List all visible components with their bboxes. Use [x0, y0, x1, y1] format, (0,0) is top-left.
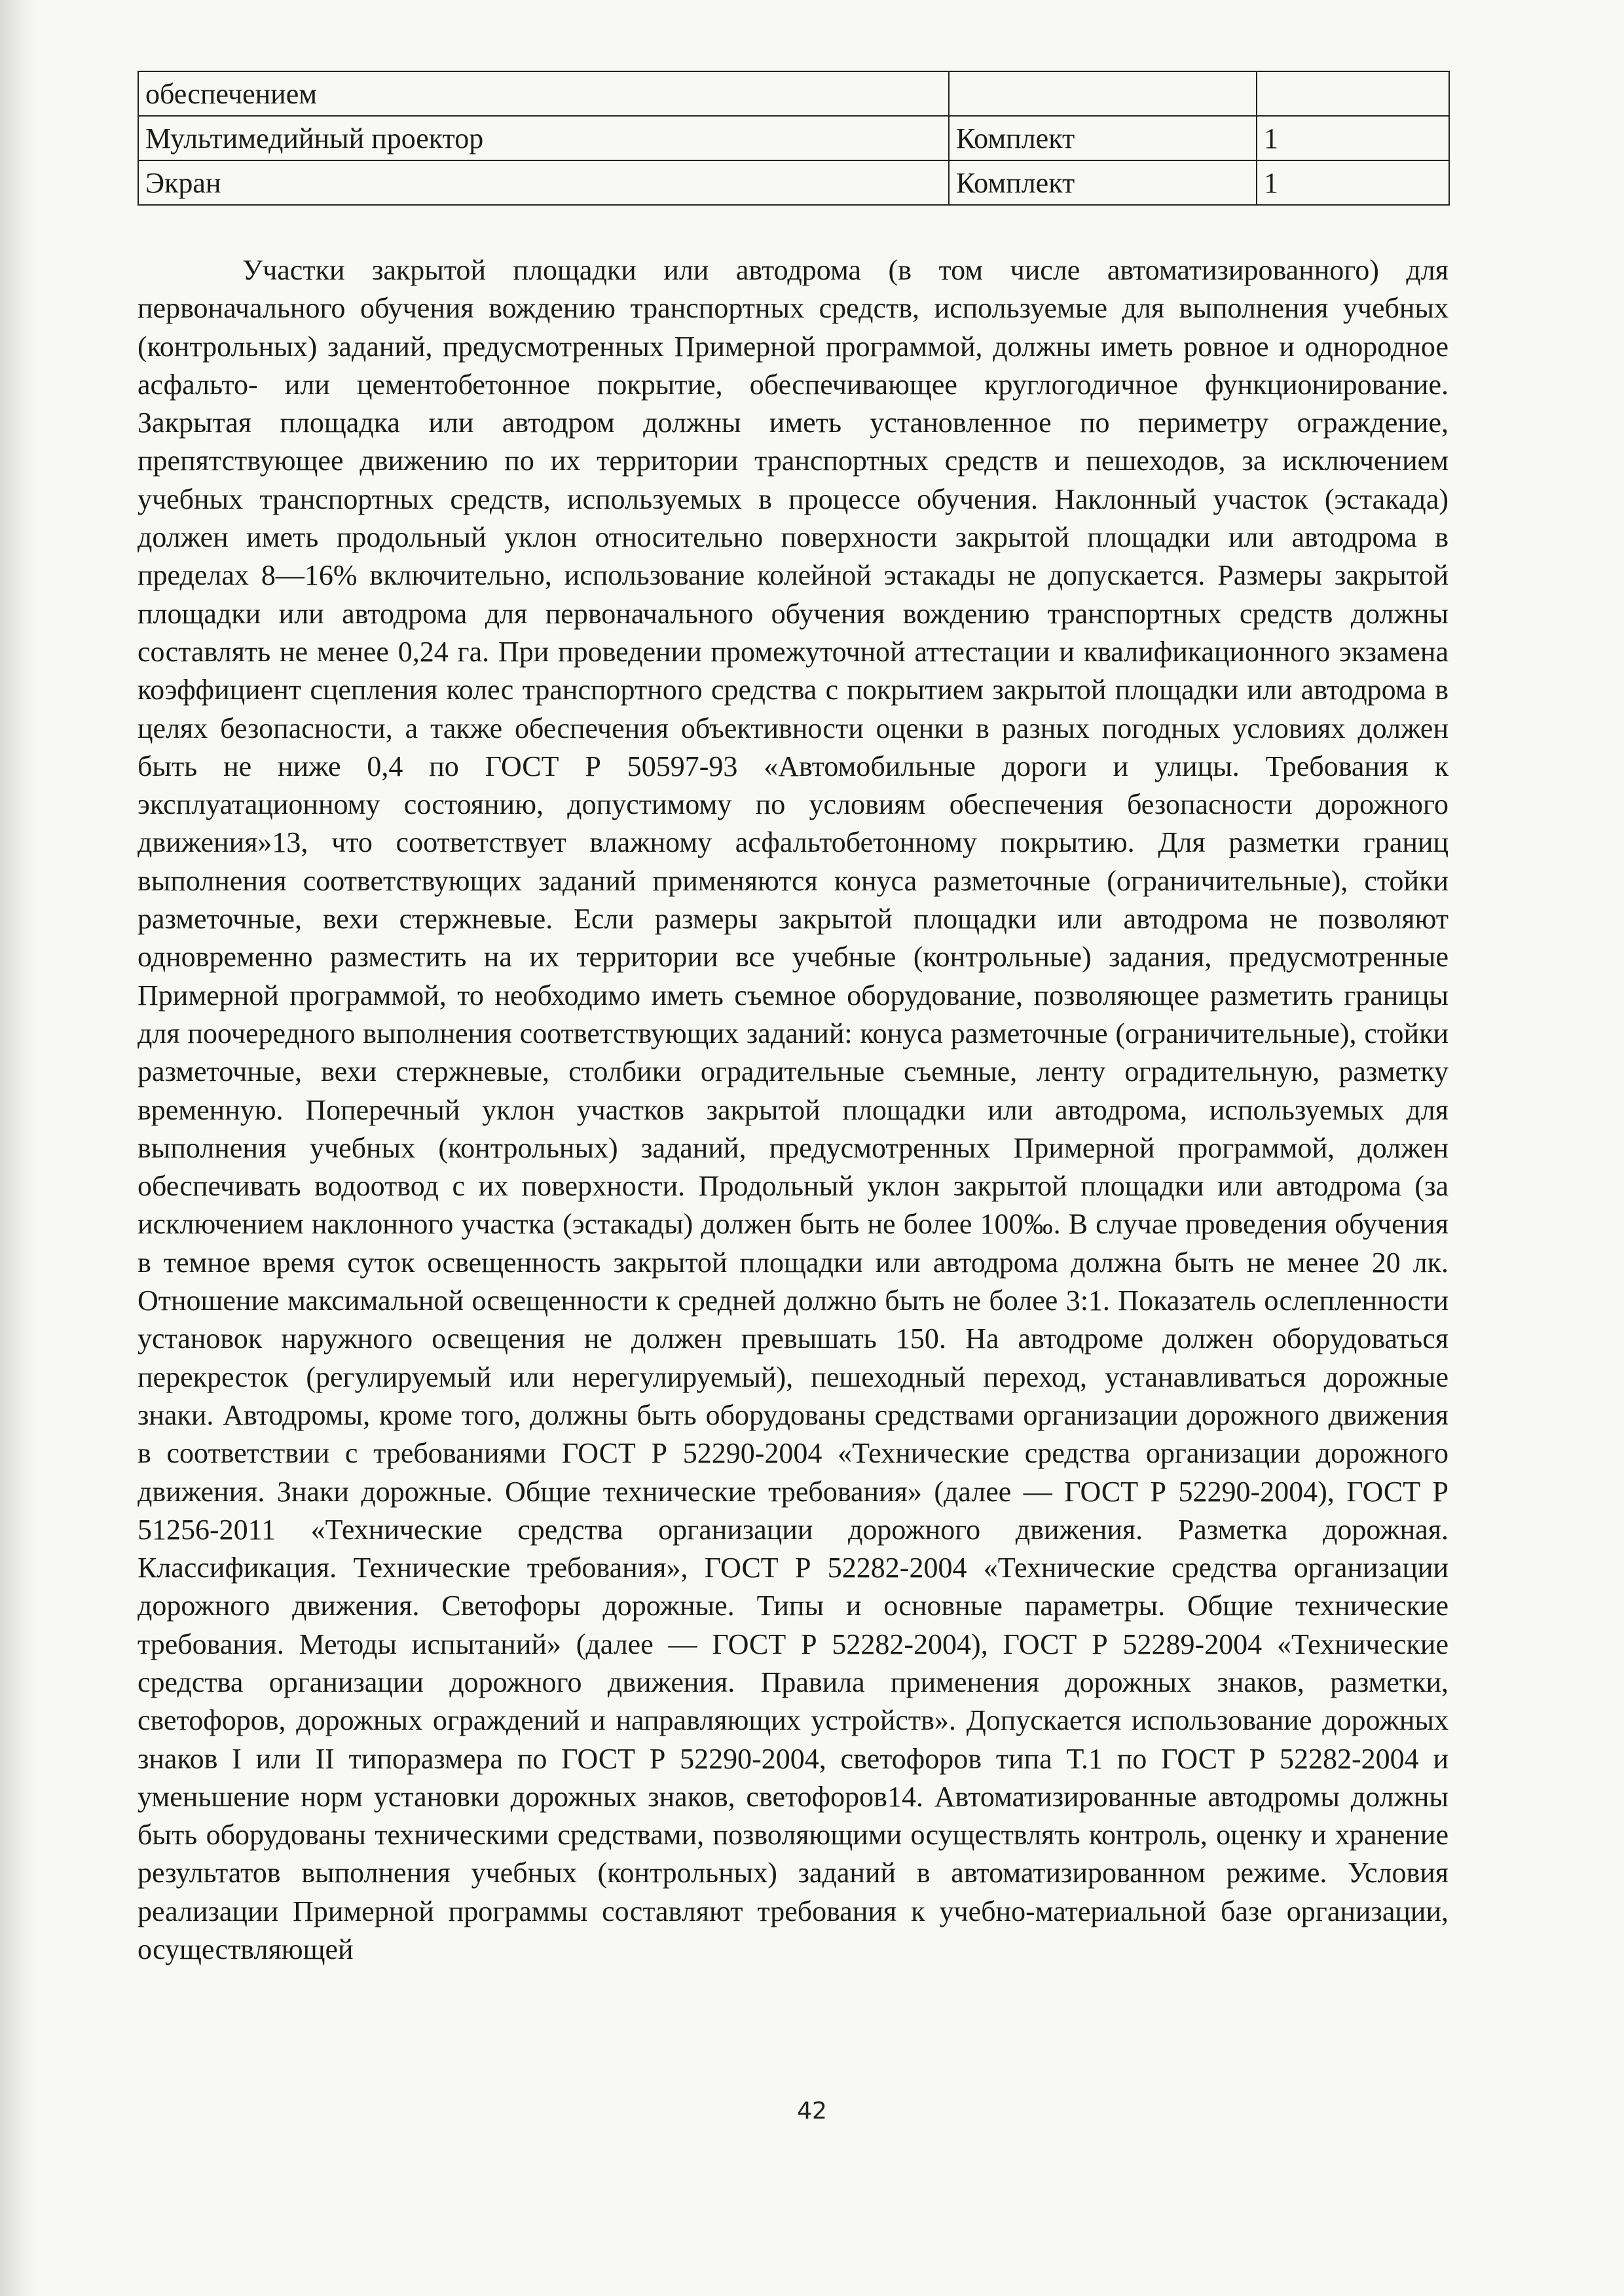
table-cell-name: Мультимедийный проектор: [138, 116, 949, 160]
page-number: 42: [797, 2098, 827, 2124]
table-row: [138, 160, 1449, 205]
table-cell-qty: 1: [1257, 116, 1449, 160]
table-cell-unit: [949, 71, 1257, 116]
scan-edge-shadow: [0, 0, 39, 2296]
table-cell-unit: Комплект: [949, 160, 1257, 205]
body-paragraph: Участки закрытой площадки или автодрома (в том числе автоматизированного) для первоначального обучения вождению транспортных средств, используемые для выполнения учебных (контрольных) заданий, предусмотренных Примерной программой, должны иметь ровное и однородное асфальто- или цементобетонное покрытие, обеспечивающее круглогодичное функционирование. Закрытая площадка или автодром должны иметь установленное по периметру ограждение, препятствующее движению по их территории транспортных средств и пешеходов, за исключением учебных транспортных средств, используемых в процессе обучения. Наклонный участок (эстакада) должен иметь продольный уклон относительно поверхности закрытой площадки или автодрома в пределах 8—16% включительно, использование колейной эстакады не допускается. Размеры закрытой площадки или автодрома для первоначального обучения вождению транспортных средств должны составлять не менее 0,24 га. При проведении промежуточной аттестации и квалификационного экзамена коэффициент сцепления колес транспортного средства с покрытием закрытой площадки или автодрома в целях безопасности, а также обеспечения объективности оценки в разных погодных условиях должен быть не ниже 0,4 по ГОСТ Р 50597-93 «Автомобильные дороги и улицы. Требования к эксплуатационному состоянию, допустимому по условиям обеспечения безопасности дорожного движения»13, что соответствует влажному асфальтобетонному покрытию. Для разметки границ выполнения соответствующих заданий применяются конуса разметочные (ограничительные), стойки разметочные, вехи стержневые. Если размеры закрытой площадки или автодрома не позволяют одновременно разместить на их территории все учебные (контрольные) задания, предусмотренные Примерной программой, то необходимо иметь съемное оборудование, позволяющее разметить границы для поочередного выполнения соответствующих заданий: конуса разметочные (ограничительные), стойки разметочные, вехи стержневые, столбики оградительные съемные, ленту оградительную, разметку временную. Поперечный уклон участков закрытой площадки или автодрома, используемых для выполнения учебных (контрольных) заданий, предусмотренных Примерной программой, должен обеспечивать водоотвод с их поверхности. Продольный уклон закрытой площадки или автодрома (за исключением наклонного участка (эстакады) должен быть не более 100‰. В случае проведения обучения в темное время суток освещенность закрытой площадки или автодрома должна быть не менее 20 лк. Отношение максимальной освещенности к средней должно быть не более 3:1. Показатель ослепленности установок наружного освещения не должен превышать 150. На автодроме должен оборудоваться перекресток (регулируемый или нерегулируемый), пешеходный переход, устанавливаться дорожные знаки. Автодромы, кроме того, должны быть оборудованы средствами организации дорожного движения в соответствии с требованиями ГОСТ Р 52290-2004 «Технические средства организации дорожного движения. Знаки дорожные. Общие технические требования» (далее — ГОСТ Р 52290-2004), ГОСТ Р 51256-2011 «Технические средства организации дорожного движения. Разметка дорожная. Классификация. Технические требования», ГОСТ Р 52282-2004 «Технические средства организации дорожного движения. Светофоры дорожные. Типы и основные параметры. Общие технические требования. Методы испытаний» (далее — ГОСТ Р 52282-2004), ГОСТ Р 52289-2004 «Технические средства организации дорожного движения. Правила применения дорожных знаков, разметки, светофоров, дорожных ограждений и направляющих устройств». Допускается использование дорожных знаков I или II типоразмера по ГОСТ Р 52290-2004, светофоров типа Т.1 по ГОСТ Р 52282-2004 и уменьшение норм установки дорожных знаков, светофоров14. Автоматизированные автодромы должны быть оборудованы техническими средствами, позволяющими осуществлять контроль, оценку и хранение результатов выполнения учебных (контрольных) заданий в автоматизированном режиме. Условия реализации Примерной программы составляют требования к учебно-материальной базе организации, осуществляющей: [138, 254, 1449, 1966]
table-cell-qty: 1: [1257, 160, 1449, 205]
table-cell-name: обеспечением: [138, 71, 949, 116]
table-row: [138, 116, 1449, 160]
table-cell-qty: [1257, 71, 1449, 116]
table-cell-unit: Комплект: [949, 116, 1257, 160]
table-row: [138, 71, 1449, 116]
equipment-table: [138, 71, 1450, 206]
table-cell-name: Экран: [138, 160, 949, 205]
